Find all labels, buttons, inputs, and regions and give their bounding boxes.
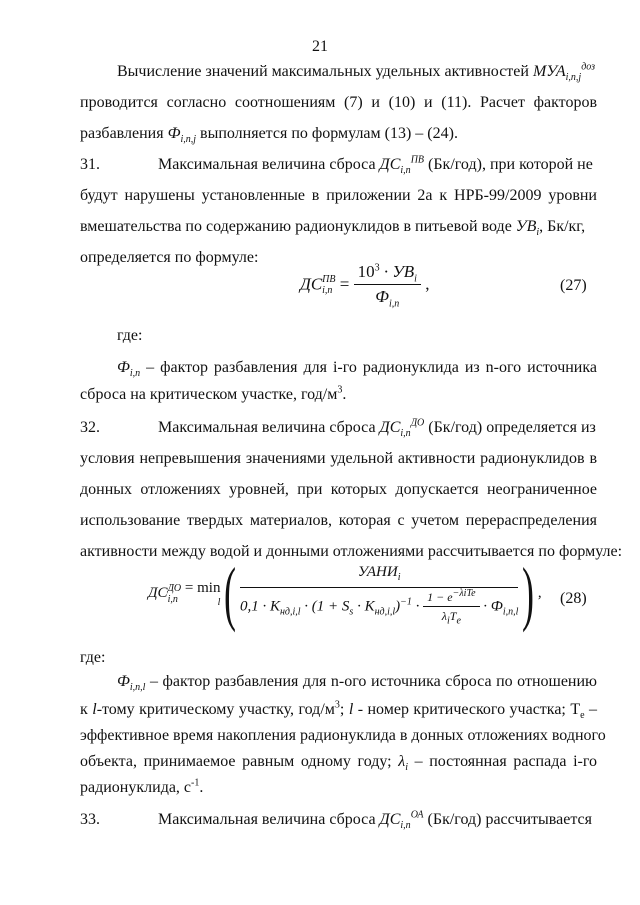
item32-line-2: условия непревышения значениями удельной активности радионуклидов в: [80, 450, 597, 467]
item32-line-1: 32. Максимальная величина сброса $ДС_{i,n}^{ДО}$ (Бк/год) определяется из: [80, 418, 597, 438]
item32-number: 32.: [80, 419, 100, 436]
def2-line-5: радионуклида, $с^{-1}$.: [80, 777, 204, 796]
item32-line-3: донных отложениях уровней, при которых допускается неограниченное: [80, 481, 597, 498]
def2-line-2: к l-тому критическому участку, год/$м^3$; l - номер критического участка; $T_e$ –: [80, 699, 598, 722]
where-label-2: где:: [80, 649, 106, 666]
formula-28: ДС ДО i,n = min l ( $УАНИ_i$ $0,1 \cdot K_{нд,i,l} \cdot (1 + S_s \cdot K_{нд,i,l})^{-1}$ · $\frac{1 - e^{-\lambda iTe}}{\lambda_iT_e}$ · $Ф_{i,n,l}$ ) ,: [148, 553, 542, 633]
item31-number: 31.: [80, 156, 100, 173]
para-muan-line-2: проводится согласно соотношениям (7) и (10) и (11). Расчет факторов: [80, 94, 597, 111]
def2-line-1: $Ф_{i,n,l}$ – фактор разбавления для n-ого источника сброса по отношению: [117, 673, 597, 694]
def2-line-3: эффективное время накопления радионуклида в донных отложениях водного: [80, 727, 606, 744]
item32-line-4: использование твердых материалов, которая с учетом перераспределения: [80, 512, 597, 529]
equation-number-27: (27): [560, 277, 587, 294]
item32-line-5: активности между водой и донными отложениями рассчитывается по формуле:: [80, 543, 623, 560]
item31-line-4: определяется по формуле:: [80, 249, 259, 266]
item31-line-3: вмешательства по содержанию радионуклидов в питьевой воде $УВ_i$, Бк/кг,: [80, 218, 586, 239]
where-label-1: где:: [117, 327, 143, 344]
item33-line-1: 33. Максимальная величина сброса $ДС_{i,n}^{ОА}$ (Бк/год) рассчитывается: [80, 810, 597, 830]
def2-line-4: объекта, принимаемое равным одному году; $\lambda_i$ – постоянная распада i-го: [80, 753, 598, 774]
equation-number-28: (28): [560, 590, 587, 607]
item31-line-1: 31. Максимальная величина сброса $ДС_{i,n}^{ПВ}$ (Бк/год), при которой не: [80, 155, 597, 175]
def1-line-2: сброса на критическом участке, год/$м^3$.: [80, 384, 347, 403]
formula-28-fraction: $УАНИ_i$ $0,1 \cdot K_{нд,i,l} \cdot (1 + S_s \cdot K_{нд,i,l})^{-1}$ · $\frac{1 - e^{-\lambda iTe}}{\lambda_iT_e}$ · $Ф_{i,n,l}$: [239, 563, 519, 626]
item33-number: 33.: [80, 811, 100, 828]
formula-27: ДС ПВ i,n = $\frac{10^3 \cdot УВ_i}{Ф_{i,n}}$ ,: [300, 262, 430, 310]
para-muan-line-3: разбавления $Ф_{i,n,j}$ выполняется по формулам (13) – (24).: [80, 125, 458, 146]
page-number: 21: [312, 38, 328, 55]
para-muan-line-1: Вычисление значений максимальных удельных активностей $МУА_{i,n,j}^{доз}$: [117, 61, 596, 84]
item31-line-2: будут нарушены установленные в приложении 2а к НРБ-99/2009 уровни: [80, 187, 597, 204]
formula-27-fraction: $\frac{10^3 \cdot УВ_i}{Ф_{i,n}}$: [354, 262, 421, 307]
def1-line-1: $Ф_{i,n}$ – фактор разбавления для i-го радионуклида из n-ого источника: [117, 359, 597, 380]
